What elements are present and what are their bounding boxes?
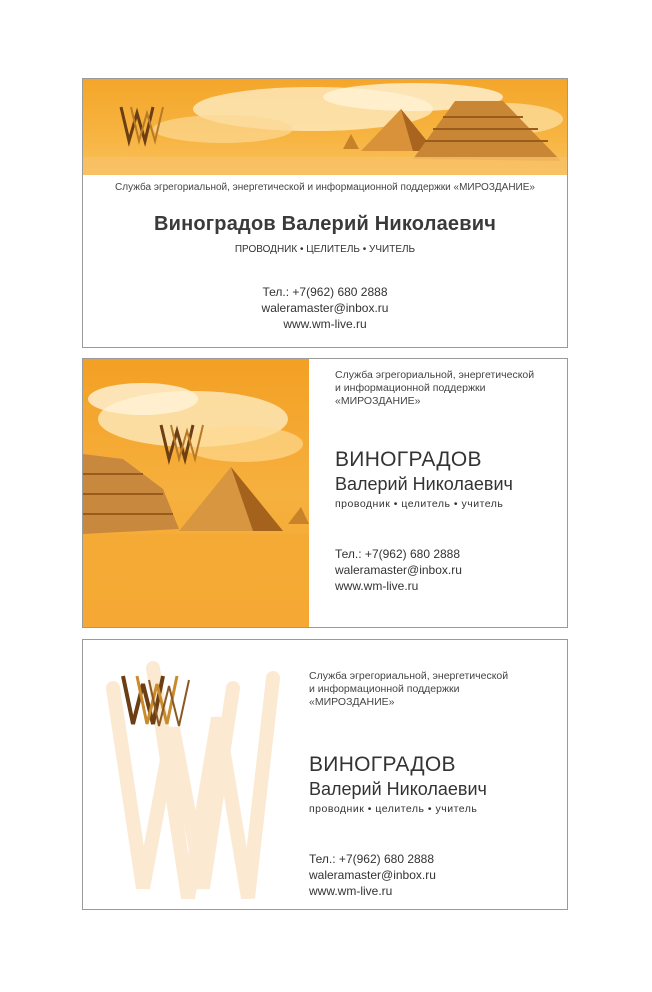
business-card-horizontal bbox=[82, 78, 568, 348]
contacts bbox=[83, 284, 567, 332]
email: waleramaster@inbox.ru bbox=[335, 563, 462, 577]
roles: проводник • целитель • учитель bbox=[309, 803, 478, 815]
service-name: Служба эгрегориальной, энергетической и информационной поддержки «МИРОЗДАНИЕ» bbox=[115, 182, 535, 193]
phone: Тел.: +7(962) 680 2888 bbox=[309, 852, 435, 866]
card3-text bbox=[309, 670, 549, 899]
wm-watermark-logo bbox=[93, 648, 293, 908]
business-card-split bbox=[82, 358, 568, 628]
service-line-1: Служба эгрегориальной, энергетической bbox=[309, 670, 509, 682]
contacts bbox=[309, 851, 549, 899]
roles: ПРОВОДНИК • ЦЕЛИТЕЛЬ • УЧИТЕЛЬ bbox=[234, 244, 416, 255]
contacts bbox=[335, 546, 565, 594]
email: waleramaster@inbox.ru bbox=[261, 301, 389, 315]
website: www.wm-live.ru bbox=[335, 579, 419, 593]
email: waleramaster@inbox.ru bbox=[309, 868, 436, 882]
service-line-3: «МИРОЗДАНИЕ» bbox=[309, 696, 395, 708]
phone: Тел.: +7(962) 680 2888 bbox=[262, 285, 388, 299]
surname: ВИНОГРАДОВ bbox=[335, 448, 482, 471]
surname: ВИНОГРАДОВ bbox=[309, 753, 456, 776]
phone: Тел.: +7(962) 680 2888 bbox=[335, 547, 461, 561]
business-card-minimal bbox=[82, 639, 568, 910]
service-line-2: и информационной поддержки bbox=[335, 382, 486, 394]
website: www.wm-live.ru bbox=[283, 317, 367, 331]
roles: проводник • целитель • учитель bbox=[335, 498, 504, 510]
person-name: Виноградов Валерий Николаевич bbox=[153, 213, 497, 235]
pyramids-banner bbox=[83, 79, 568, 175]
service-line-3: «МИРОЗДАНИЕ» bbox=[335, 395, 421, 407]
service-line-1: Служба эгрегориальной, энергетической bbox=[335, 369, 535, 381]
first-name-patronymic: Валерий Николаевич bbox=[309, 779, 487, 799]
service-line-2: и информационной поддержки bbox=[309, 683, 460, 695]
website: www.wm-live.ru bbox=[309, 884, 393, 898]
card2-text bbox=[335, 369, 565, 594]
pyramids-image bbox=[83, 359, 309, 628]
first-name-patronymic: Валерий Николаевич bbox=[335, 474, 513, 494]
